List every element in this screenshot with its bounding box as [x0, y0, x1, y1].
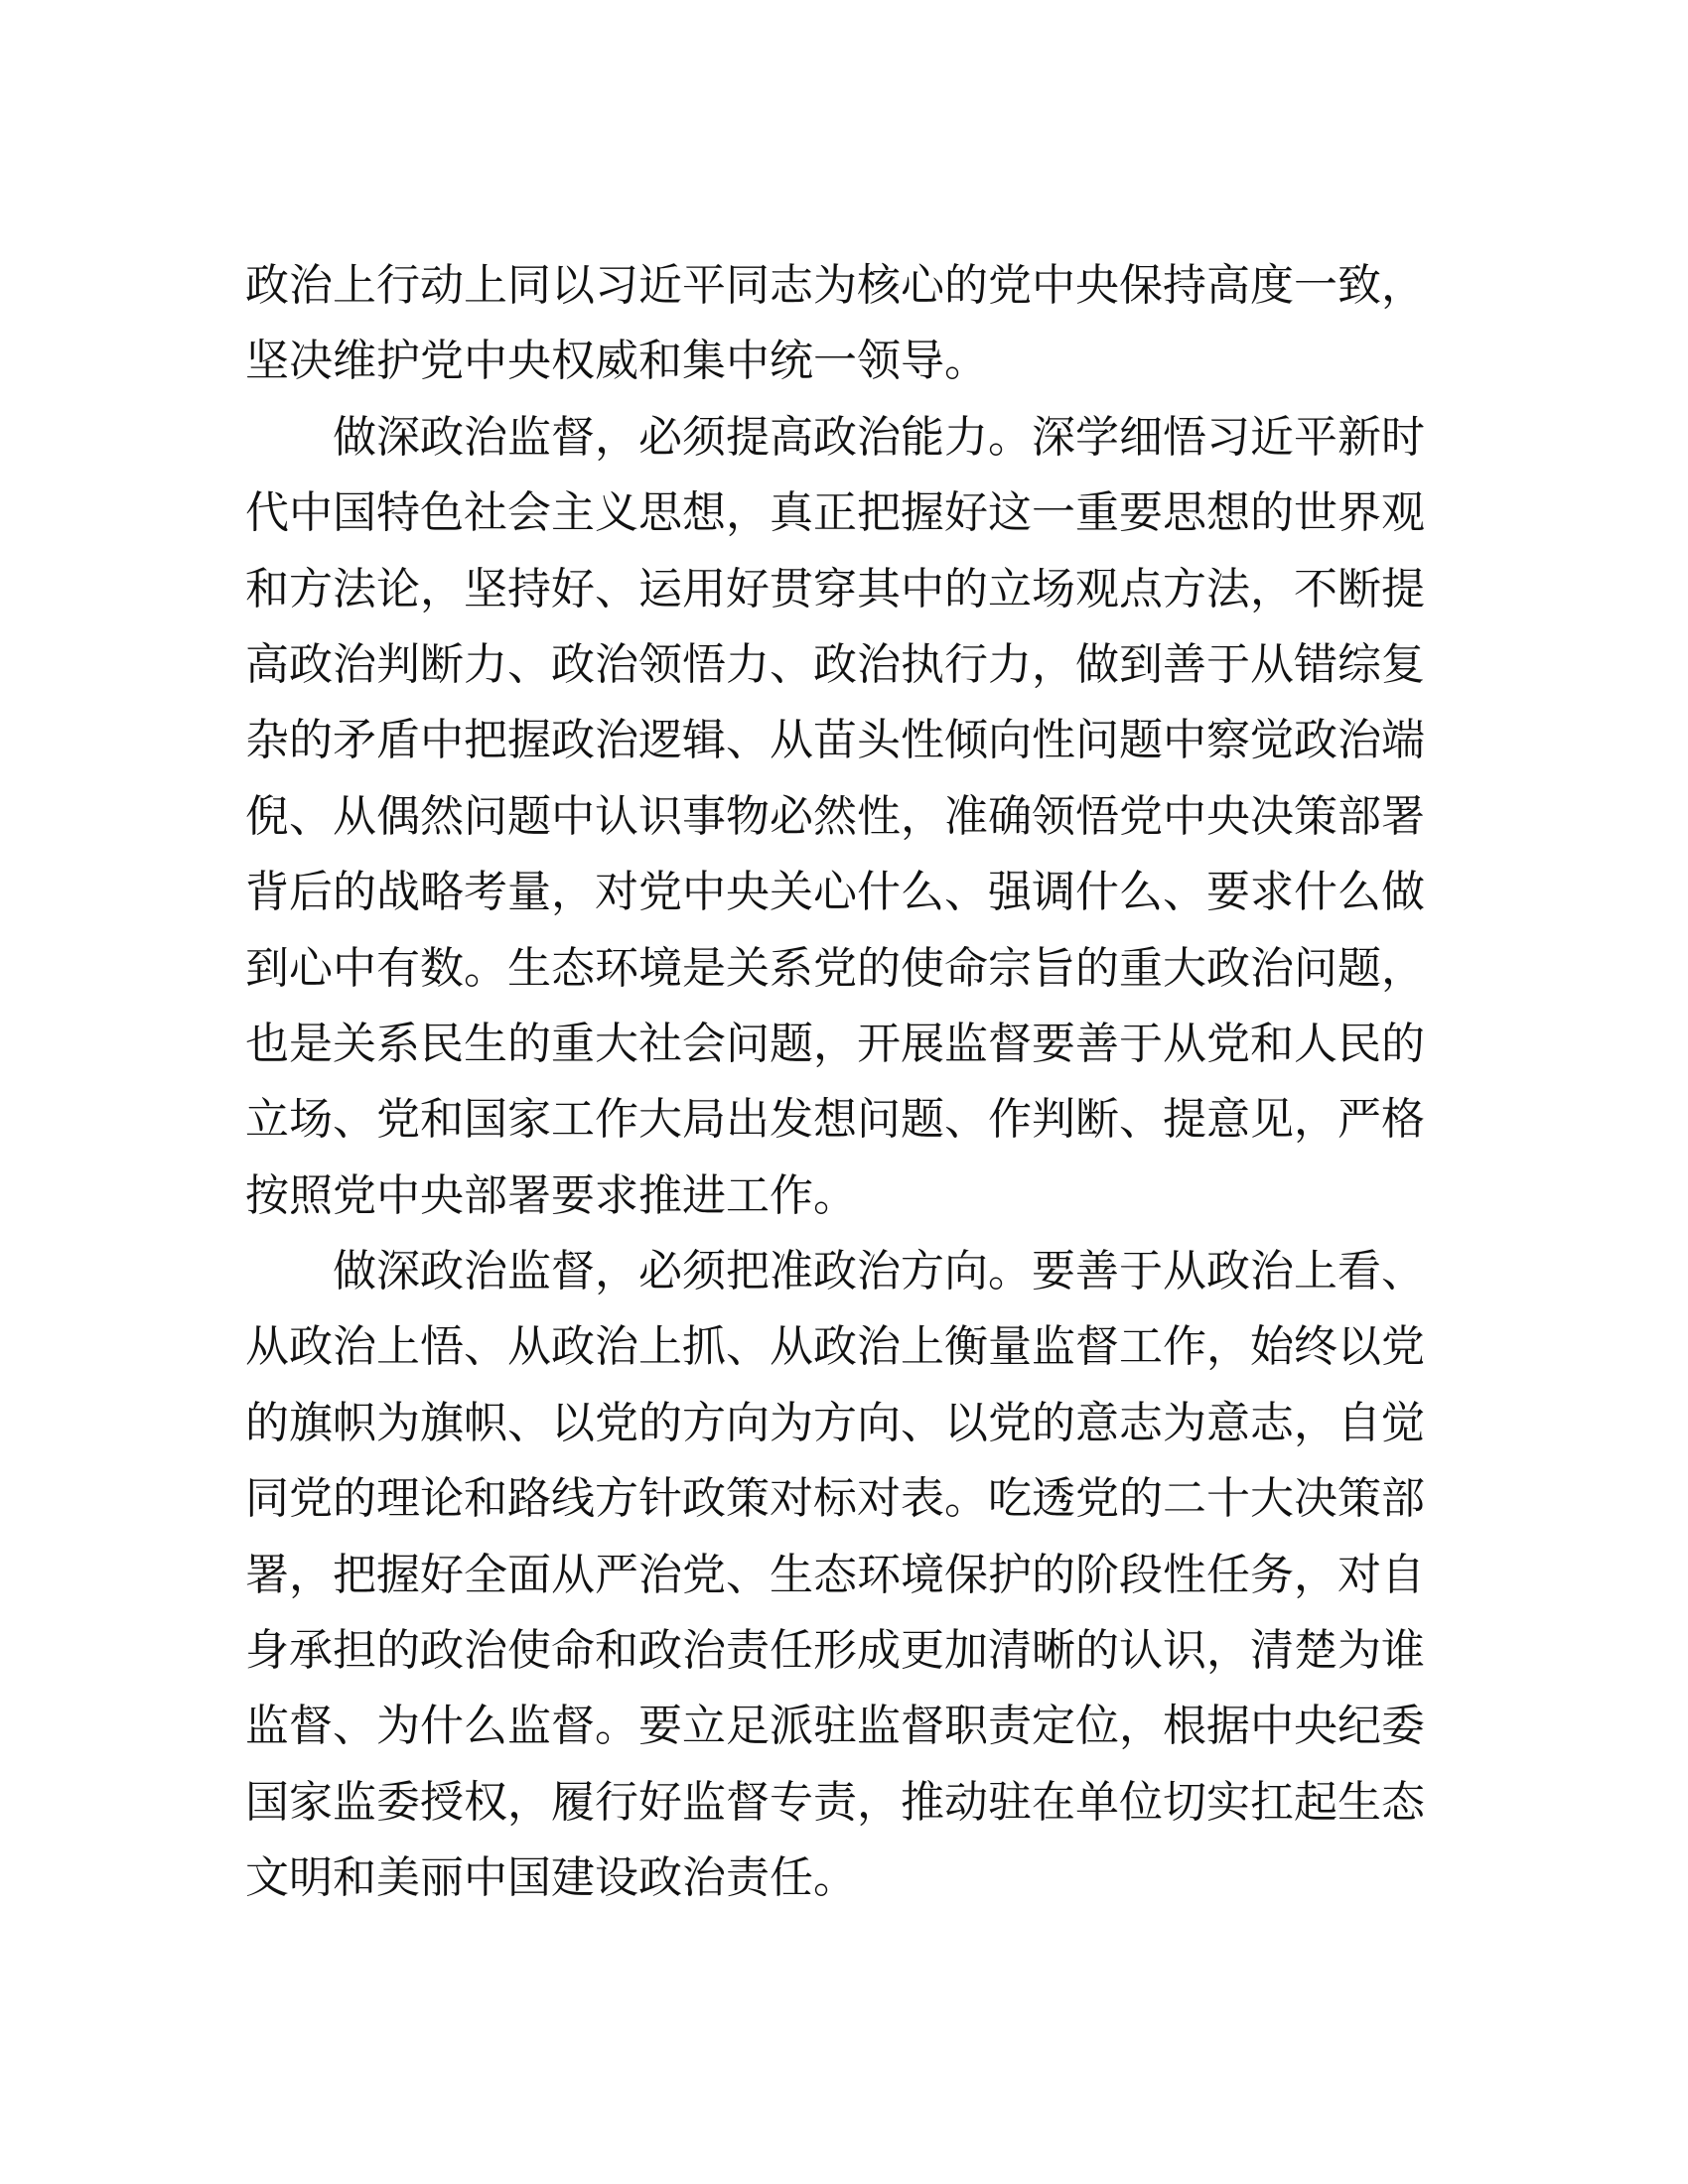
text-line: 监督、为什么监督。要立足派驻监督职责定位，根据中央纪委 [245, 1701, 1425, 1752]
text-line: 按照党中央部署要求推进工作。 [245, 1169, 857, 1221]
text-line: 做深政治监督，必须把准政治方向。要善于从政治上看、 [333, 1246, 1425, 1297]
text-line: 高政治判断力、政治领悟力、政治执行力，做到善于从错综复 [245, 638, 1425, 690]
text-line: 杂的矛盾中把握政治逻辑、从苗头性倾向性问题中察觉政治端 [245, 715, 1425, 766]
paragraph [245, 248, 1425, 400]
text-line: 立场、党和国家工作大局出发想问题、作判断、提意见，严格 [245, 1094, 1425, 1146]
text-line: 背后的战略考量，对党中央关心什么、强调什么、要求什么做 [245, 867, 1425, 918]
text-line: 文明和美丽中国建设政治责任。 [245, 1852, 857, 1904]
paragraph [245, 1234, 1425, 1917]
text-line: 做深政治监督，必须提高政治能力。深学细悟习近平新时 [333, 411, 1425, 463]
text-line: 和方法论，坚持好、运用好贯穿其中的立场观点方法，不断提 [245, 563, 1425, 614]
text-line: 署，把握好全面从严治党、生态环境保护的阶段性任务，对自 [245, 1549, 1425, 1600]
text-line: 从政治上悟、从政治上抓、从政治上衡量监督工作，始终以党 [245, 1321, 1425, 1373]
text-line: 国家监委授权，履行好监督专责，推动驻在单位切实扛起生态 [245, 1776, 1425, 1828]
text-line: 政治上行动上同以习近平同志为核心的党中央保持高度一致， [245, 260, 1425, 311]
text-line: 身承担的政治使命和政治责任形成更加清晰的认识，清楚为谁 [245, 1625, 1425, 1677]
text-line: 也是关系民生的重大社会问题，开展监督要善于从党和人民的 [245, 1018, 1425, 1069]
text-line: 坚决维护党中央权威和集中统一领导。 [245, 336, 988, 387]
paragraph [245, 400, 1425, 1234]
text-line: 倪、从偶然问题中认识事物必然性，准确领悟党中央决策部署 [245, 790, 1425, 842]
text-line: 的旗帜为旗帜、以党的方向为方向、以党的意志为意志，自觉 [245, 1397, 1425, 1448]
text-line: 同党的理论和路线方针政策对标对表。吃透党的二十大决策部 [245, 1473, 1425, 1525]
document-body [245, 248, 1425, 1917]
text-line: 到心中有数。生态环境是关系党的使命宗旨的重大政治问题， [245, 942, 1425, 994]
text-line: 代中国特色社会主义思想，真正把握好这一重要思想的世界观 [245, 487, 1425, 539]
